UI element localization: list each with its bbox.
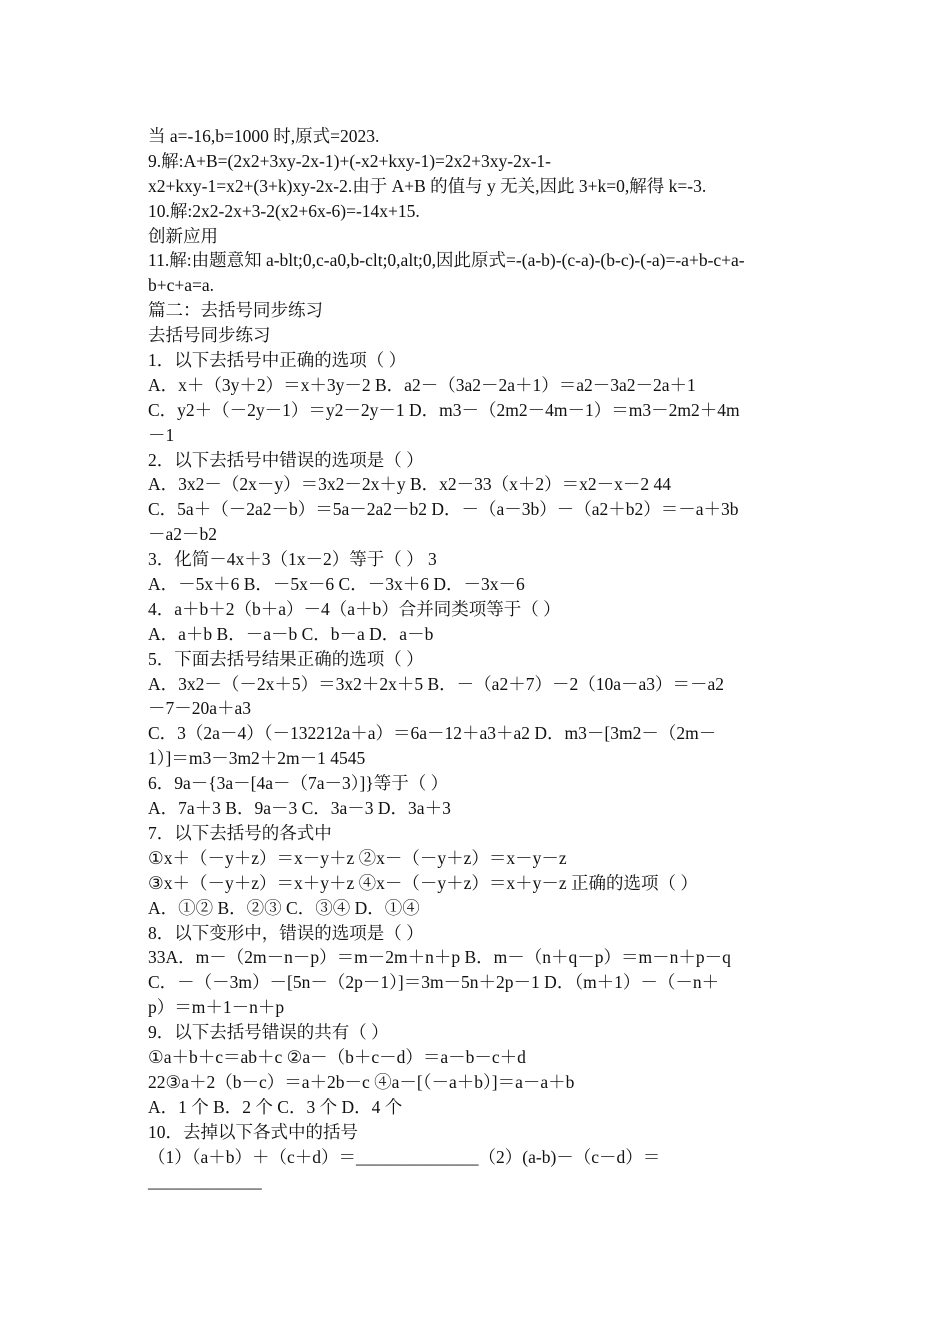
text-line: 11.解:由题意知 a-blt;0,c-a0,b-clt;0,alt;0,因此原式=-(a-b)-(c-a)-(b-c)-(-a)=-a+b-c+a- xyxy=(148,250,745,271)
option-line: 22③a＋2（b－c）＝a＋2b－c ④a－[（－a＋b）]＝a－a＋b xyxy=(148,1071,575,1092)
option-line: －a2－b2 xyxy=(148,524,218,545)
option-line: ①a＋b＋c＝ab＋c ②a－（b＋c－d）＝a－b－c＋d xyxy=(148,1046,526,1067)
section-title: 去括号同步练习 xyxy=(148,325,271,346)
option-line: A．7a＋3 B．9a－3 C．3a－3 D．3a＋3 xyxy=(148,798,451,819)
question-line: 4．a＋b＋2（b＋a）－4（a＋b）合并同类项等于（ ） xyxy=(148,598,561,619)
question-line: 7．以下去括号的各式中 xyxy=(148,822,332,843)
option-line: p）＝m＋1－n＋p xyxy=(148,997,285,1018)
question-line: 2．以下去括号中错误的选项是（ ） xyxy=(148,449,424,470)
question-line: 9．以下去括号错误的共有（ ） xyxy=(148,1022,389,1043)
option-line: －1 xyxy=(148,424,175,445)
question-line: 5．下面去括号结果正确的选项（ ） xyxy=(148,648,424,669)
text-line: x2+kxy-1=x2+(3+k)xy-2x-2.由于 A+B 的值与 y 无关,因此 3+k=0,解得 k=-3. xyxy=(148,175,707,196)
question-line: 10．去掉以下各式中的括号 xyxy=(148,1121,358,1142)
option-line: C．－（－3m）－[5n－（2p－1）]＝3m－5n＋2p－1 D．（m＋1）－（－n＋ xyxy=(148,972,720,993)
option-line: －7－20a＋a3 xyxy=(148,698,252,719)
section-heading: 篇二：去括号同步练习 xyxy=(148,300,323,321)
question-line: 3．化简－4x＋3（1x－2）等于（ ） 3 xyxy=(148,549,437,570)
option-line: C．y2＋（－2y－1）＝y2－2y－1 D．m3－（2m2－4m－1）＝m3－2m2＋4m xyxy=(148,399,740,420)
option-line: A．a＋b B．－a－b C．b－a D．a－b xyxy=(148,623,434,644)
option-line: C．5a＋（－2a2－b）＝5a－2a2－b2 D．－（a－3b）－（a2＋b2）＝－a＋3b xyxy=(148,499,739,520)
section-heading: 创新应用 xyxy=(148,225,218,246)
option-line: 1）]＝m3－3m2＋2m－1 4545 xyxy=(148,748,366,769)
option-line: A．3x2－（2x－y）＝3x2－2x＋y B．x2－33（x＋2）＝x2－x－2 44 xyxy=(148,474,672,495)
text-line: b+c+a=a. xyxy=(148,275,215,296)
option-line: A．－5x＋6 B．－5x－6 C．－3x＋6 D．－3x－6 xyxy=(148,574,525,595)
document-body xyxy=(148,124,818,1194)
fill-in-line: _____________ xyxy=(148,1171,262,1192)
option-line: ①x＋（－y＋z）＝x－y＋z ②x－（－y＋z）＝x－y－z xyxy=(148,847,567,868)
option-line: A．3x2－（－2x＋5）＝3x2＋2x＋5 B．－（a2＋7）－2（10a－a3）＝－a2 xyxy=(148,673,725,694)
option-line: A．x＋（3y＋2）＝x＋3y－2 B．a2－（3a2－2a＋1）＝a2－3a2－2a＋1 xyxy=(148,374,696,395)
option-line: A．1 个 B．2 个 C．3 个 D．4 个 xyxy=(148,1096,403,1117)
question-line: 1．以下去括号中正确的选项（ ） xyxy=(148,350,407,371)
option-line: ③x＋（－y＋z）＝x＋y＋z ④x－（－y＋z）＝x＋y－z 正确的选项（ ） xyxy=(148,872,698,893)
question-line: 6．9a－{3a－[4a－（7a－3）]}等于（ ） xyxy=(148,773,449,794)
fill-in-line: （1）（a＋b）＋（c＋d）＝______________（2）(a-b)－（c－d）＝ xyxy=(148,1146,661,1167)
text-line: 9.解:A+B=(2x2+3xy-2x-1)+(-x2+kxy-1)=2x2+3xy-2x-1- xyxy=(148,150,551,171)
text-line: 10.解:2x2-2x+3-2(x2+6x-6)=-14x+15. xyxy=(148,200,420,221)
option-line: C．3（2a－4）（－132212a＋a）＝6a－12＋a3＋a2 D．m3－[3m2－（2m－ xyxy=(148,723,717,744)
text-line: 当 a=-16,b=1000 时,原式=2023. xyxy=(148,126,380,146)
option-line: 33A．m－（2m－n－p）＝m－2m＋n＋p B．m－（n＋q－p）＝m－n＋p－q xyxy=(148,947,731,968)
question-line: 8．以下变形中，错误的选项是（ ） xyxy=(148,922,424,943)
option-line: A．①② B．②③ C．③④ D．①④ xyxy=(148,897,420,918)
